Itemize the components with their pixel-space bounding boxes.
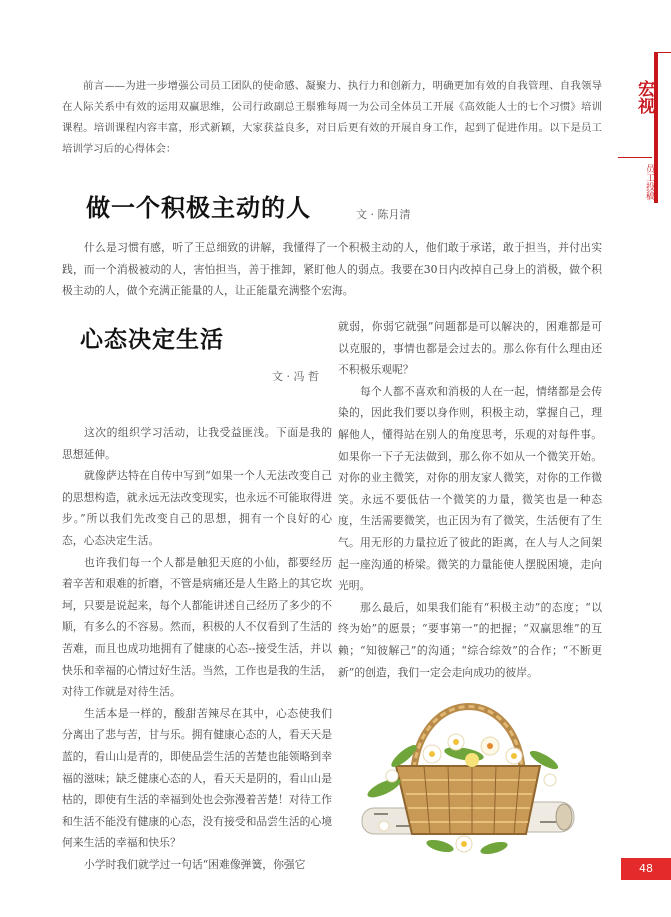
article2-title: 心态决定生活 bbox=[80, 326, 224, 353]
article2-paragraph-continued: 就弱，你弱它就强”问题都是可以解决的，困难都是可以克服的，事情也都是会过去的。那么你有什么理由还不积极乐观呢？ bbox=[338, 320, 602, 377]
article2-paragraph: 就像萨达特在自传中写到“如果一个人无法改变自己的思想构造，就永远无法改变现实，也永远不可能取得进步。”所以我们先改变自己的思想，拥有一个良好的心态，心态决定生活。 bbox=[62, 469, 332, 547]
article1-author: 文 · 陈月清 bbox=[356, 208, 411, 221]
column-name: 宏视 bbox=[634, 80, 654, 114]
article2-paragraph: 那么最后，如果我们能有“积极主动”的态度；“以终为始”的愿景；“要事第一”的把握；“双赢思维”的互赖；“知彼解己”的沟通；“综合综效”的合作；“不断更新”的创造，我们一定会走向成功的彼岸。 bbox=[338, 600, 602, 679]
flower-basket-icon bbox=[344, 676, 584, 860]
article2-paragraph: 生活本是一样的，酸甜苦辣尽在其中，心态使我们分离出了悲与苦，甘与乐。拥有健康心态的人，看天天是蓝的，看山山是青的，即使品尝生活的苦楚也能领略到幸福的滋味；缺乏健康心态的人，看天天是阴的，看山山是枯的，即使有生活的幸福到处也会弥漫着苦楚！对待工作和生活不能没有健康的心态，没有接受和品尝生活的心境何来生活的幸福和快乐？ bbox=[62, 706, 332, 850]
article2-paragraph: 也许我们每一个人都是触犯天庭的小仙，都要经历着辛苦和艰难的折磨，不管是病痛还是人生路上的其它坎坷，只要是说起来，每个人都能讲述自己经历了多少的不顺，有多么的不容易。然而，积极的人不仅看到了生活的苦难，而且也成功地拥有了健康的心态--接受生活，并以快乐和幸福的心情过好生活。当然，工作也是我的生活，对待工作就是对待生活。 bbox=[62, 555, 332, 699]
article2-paragraph: 这次的组织学习活动，让我受益匪浅。下面是我的思想延伸。 bbox=[62, 426, 332, 461]
page-number: 48 bbox=[639, 862, 653, 875]
article1-body: 什么是习惯有感，听了王总细致的讲解，我懂得了一个积极主动的人，他们敢于承诺，敢于担当，并付出实践，而一个消极被动的人，害怕担当，善于推卸，紧盯他人的弱点。我要在30日内改掉自己身上的消极，做个积极主动的人，做个充满正能量的人，让正能量充满整个宏海。 bbox=[62, 241, 602, 297]
article2-paragraph: 每个人都不喜欢和消极的人在一起，情绪都是会传染的，因此我们要以身作则，积极主动，掌握自己，理解他人，懂得站在别人的角度思考，乐观的对每件事。如果你一下子无法做到，那么你不如从一个微笑开始。对你的业主微笑，对你的朋友家人微笑，对你的工作微笑。永远不要低估一个微笑的力量，微笑也是一种态度，生活需要微笑，也正因为有了微笑，生活便有了生气。用无形的力量拉近了彼此的距离，在人与人之间架起一座沟通的桥梁。微笑的力量能使人摆脱困境，走向光明。 bbox=[338, 384, 602, 593]
article2-right-column bbox=[338, 316, 602, 683]
sidebar-sub-rule bbox=[618, 157, 652, 158]
preface-text: 前言——为进一步增强公司员工团队的使命感、凝聚力、执行力和创新力，明确更加有效的自我管理、自我领导在人际关系中有效的运用双赢思维，公司行政副总王鬃雅每周一为公司全体员工开展《高效能人士的七个习惯》培训课程。培训课程内容丰富，形式新颖，大家获益良多，对日后更有效的开展自身工作，起到了促进作用。以下是员工培训学习后的心得体会： bbox=[62, 80, 602, 155]
article1-title: 做一个积极主动的人 bbox=[86, 193, 311, 222]
article2-left-column bbox=[62, 422, 332, 875]
column-subtitle: 员工投稿 bbox=[644, 164, 654, 200]
article2-author: 文 · 冯 哲 bbox=[272, 370, 319, 383]
article2-paragraph: 小学时我们就学过一句话“困难像弹簧，你强它 bbox=[84, 857, 306, 871]
